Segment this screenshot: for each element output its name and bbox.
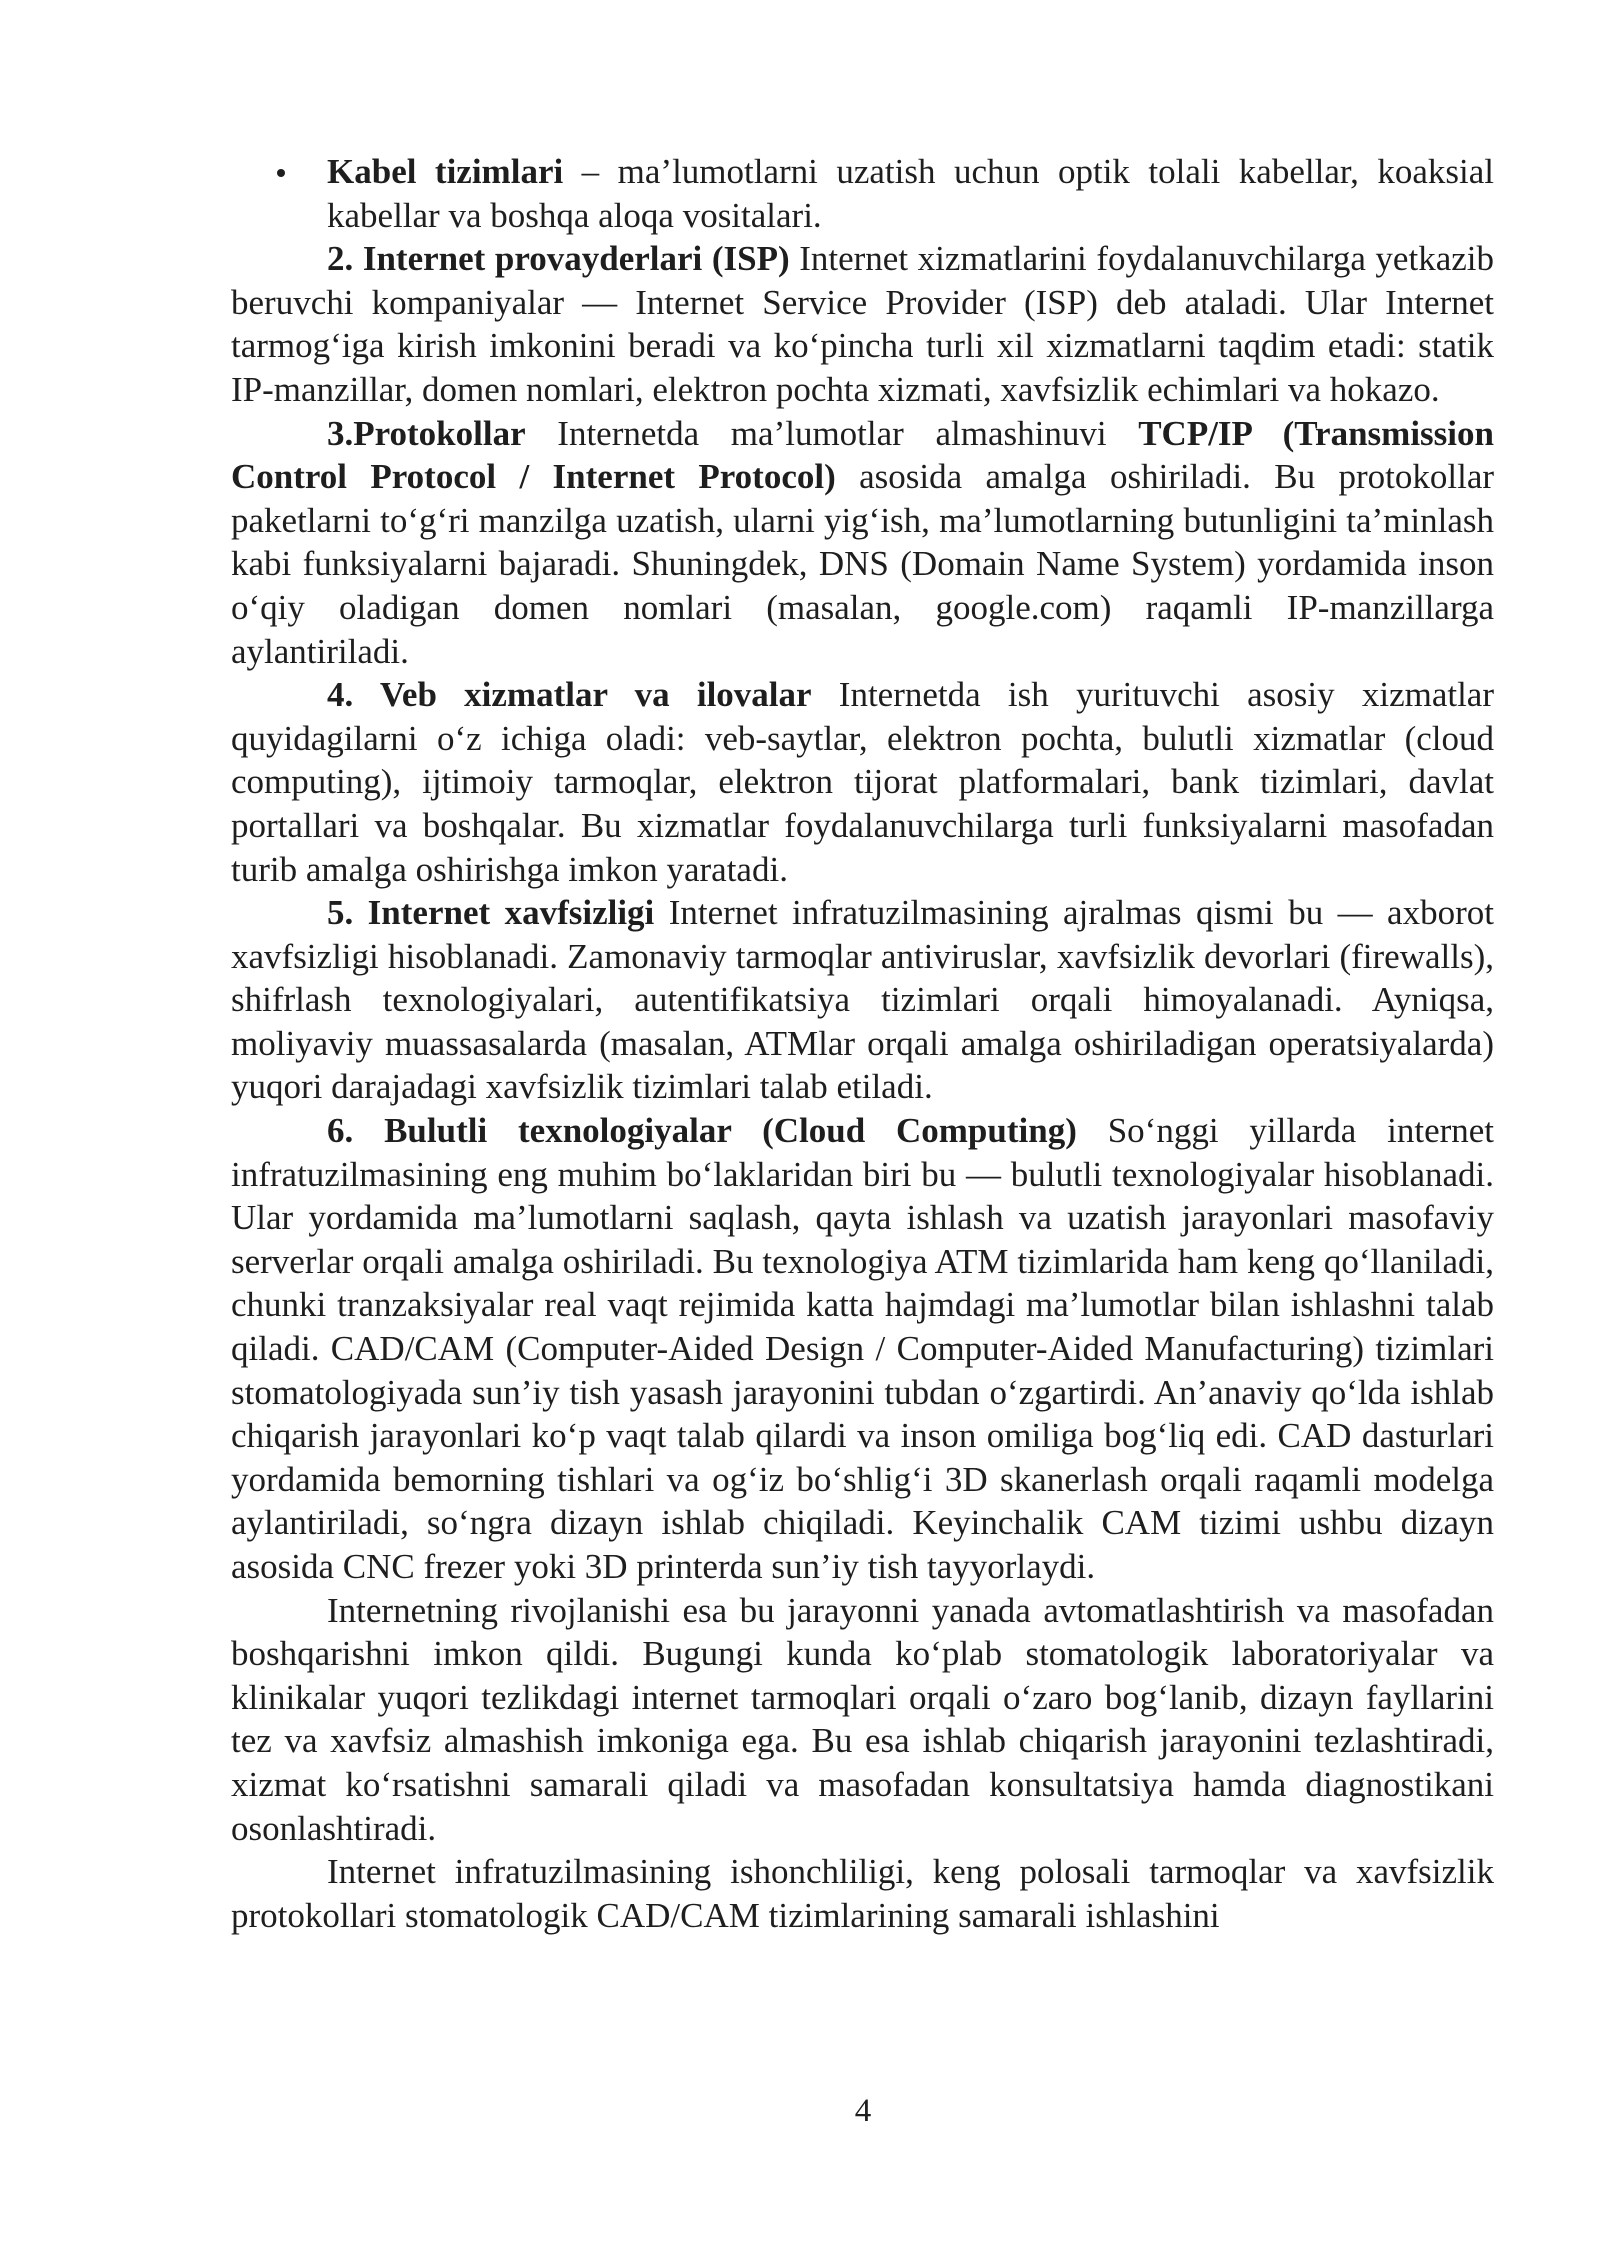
- bullet-icon: [277, 169, 285, 177]
- section-heading: 6. Bulutli texnologiyalar (Cloud Computing): [327, 1111, 1077, 1151]
- paragraph-internet-development: Internetning rivojlanishi esa bu jarayonni yanada avtomatlashtirish va masofadan boshqarishni imkon qildi. Bugungi kunda ko‘plab stomatologik laboratoriyalar va klinikalar yuqori tezlikdagi internet tarmoqlari orqali o‘zaro bog‘lanib, dizayn fayllarini tez va xavfsiz almashish imkoniga ega. Bu esa ishlab chiqarish jarayonini tezlashtiradi, xizmat ko‘rsatishni samarali qiladi va masofadan konsultatsiya hamda diagnostikani osonlashtiradi.: [231, 1590, 1494, 1848]
- section-body: Internetda ma’lumotlar almashinuvi: [525, 413, 1139, 453]
- section-web-services: [231, 673, 1494, 891]
- section-body: So‘nggi yillarda internet infratuzilmasining eng muhim bo‘laklaridan biri bu — bulutli texnologiyalar hisoblanadi. Ular yordamida ma’lumotlarni saqlash, qayta ishlash va uzatish jarayonlari masofaviy serverlar orqali amalga oshiriladi. Bu texnologiya ATM tizimlarida ham keng qo‘llaniladi, chunki tranzaksiyalar real vaqt rejimida katta hajmdagi ma’lumotlar bilan ishlashni talab qiladi. CAD/CAM (Computer-Aided Design / Computer-Aided Manufacturing) tizimlari stomatologiyada sun’iy tish yasash jarayonini tubdan o‘zgartirdi. An’anaviy qo‘lda ishlab chiqarish jarayonlari ko‘p vaqt talab qilardi va inson omiliga bog‘liq edi. CAD dasturlari yordamida bemorning tishlari va og‘iz bo‘shlig‘i 3D skanerlash orqali raqamli modelga aylantiriladi, so‘ngra dizayn ishlab chiqiladi. Keyinchalik CAM tizimi ushbu dizayn asosida CNC frezer yoki 3D printerda sun’iy tish tayyorlaydi.: [231, 1111, 1495, 1586]
- bullet-text: – ma’lumotlarni uzatish uchun optik tolali kabellar, koaksial kabellar va boshqa aloqa vositalari.: [327, 152, 1494, 235]
- section-isp: [231, 237, 1494, 411]
- bullet-term: Kabel tizimlari: [327, 152, 564, 191]
- section-heading: 4. Veb xizmatlar va ilovalar: [327, 675, 812, 715]
- section-body: Internet xizmatlarini foydalanuvchilarga yetkazib beruvchi kompaniyalar — Internet Service Provider (ISP) deb ataladi. Ular Internet tarmog‘iga kirish imkonini beradi va ko‘pincha turli xil xizmatlarni taqdim etadi: statik IP-manzillar, domen nomlari, elektron pochta xizmati, xavfsizlik echimlari va hokazo.: [231, 239, 1494, 409]
- section-bold-term: TCP/IP (Transmission Control Protocol / Internet Protocol): [231, 413, 1494, 497]
- section-body: Internet infratuzilmasining ajralmas qismi bu — axborot xavfsizligi hisoblanadi. Zamonaviy tarmoqlar antiviruslar, xavfsizlik devorlari (firewalls), shifrlash texnologiyalari, autentifikatsiya tizimlari orqali himoyalanadi. Ayniqsa, moliyaviy muassasalarda (masalan, ATMlar orqali amalga oshiriladigan operatsiyalarda) yuqori darajadagi xavfsizlik tizimlari talab etiladi.: [231, 893, 1494, 1107]
- section-heading: 3.Protokollar: [327, 413, 526, 453]
- list-item-cable-systems: [231, 150, 1494, 237]
- section-cloud-computing: [231, 1109, 1494, 1589]
- section-heading: 5. Internet xavfsizligi: [327, 893, 655, 933]
- section-body: Internetda ish yurituvchi asosiy xizmatlar quyidagilarni o‘z ichiga oladi: veb-saytlar, elektron pochta, bulutli xizmatlar (cloud computing), ijtimoiy tarmoqlar, elektron tijorat platformalari, bank tizimlari, davlat portallari va boshqalar. Bu xizmatlar foydalanuvchilarga turli funksiyalarni masofadan turib amalga oshirishga imkon yaratadi.: [231, 675, 1494, 889]
- page-number: 4: [854, 2093, 872, 2129]
- paragraph-infrastructure-reliability: Internet infratuzilmasining ishonchliligi, keng polosali tarmoqlar va xavfsizlik protokollari stomatologik CAD/CAM tizimlarining samarali ishlashini: [231, 1852, 1494, 1935]
- section-body-continued: asosida amalga oshiriladi. Bu protokollar paketlarni to‘g‘ri manzilga uzatish, ularni yig‘ish, ma’lumotlarning butunligini ta’minlash kabi funksiyalarni bajaradi. Shuningdek, DNS (Domain Name System) yordamida inson o‘qiy oladigan domen nomlari (masalan, google.com) raqamli IP-manzillarga aylantiriladi.: [231, 457, 1495, 671]
- document-page: [231, 150, 1494, 1937]
- section-heading: 2. Internet provayderlari (ISP): [327, 239, 790, 279]
- section-internet-security: [231, 891, 1494, 1109]
- section-protocols: [231, 412, 1494, 674]
